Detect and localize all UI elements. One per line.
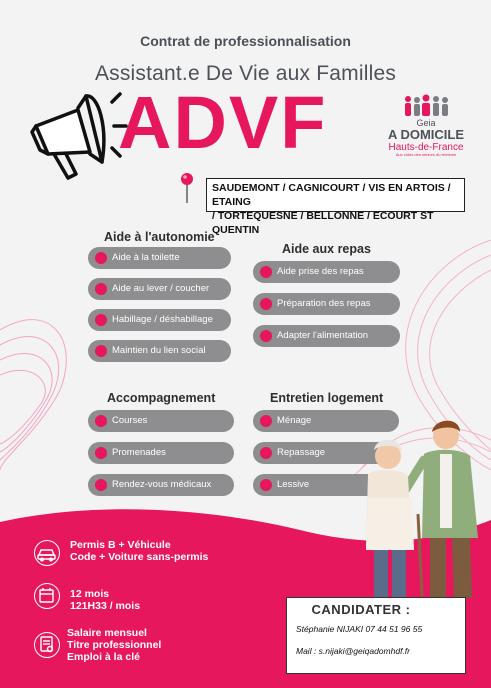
list-item: Habillage / déshabillage: [88, 309, 231, 331]
section-title-autonomie: Aide à l'autonomie: [104, 230, 215, 244]
certificate-icon: [34, 632, 60, 658]
caregiver-illustration: [360, 418, 485, 598]
advf-acronym: ADVF: [118, 81, 328, 164]
list-item: Rendez-vous médicaux: [88, 474, 234, 496]
megaphone-icon: [28, 86, 128, 182]
feature-duree: 12 mois 121H33 / mois: [70, 588, 141, 612]
locations-line-1: SAUDEMONT / CAGNICOURT / VIS EN ARTOIS / ETAING: [212, 182, 451, 208]
contact-mail[interactable]: Mail : s.nijaki@geiqadomhdf.fr: [296, 646, 410, 656]
logo-line-2: A DOMICILE: [387, 127, 465, 142]
locations-box: [206, 178, 465, 236]
geia-logo: [380, 94, 472, 157]
feature-salaire: Salaire mensuel Titre professionnel Emploi à la clé: [67, 627, 162, 663]
job-subtitle: Assistant.e De Vie aux Familles: [94, 62, 397, 85]
section-title-accompagnement: Accompagnement: [107, 391, 216, 405]
contact-phone: Stéphanie NIJAKI 07 44 51 96 55: [296, 624, 423, 634]
list-item: Aide prise des repas: [253, 261, 400, 283]
list-item: Aide à la toilette: [88, 247, 231, 269]
logo-tagline: Aux côtés des séniors du territoire: [395, 151, 457, 157]
locations-line-2: / TORTEQUESNE / BELLONNE / ECOURT ST QUENTIN: [212, 210, 434, 236]
list-item: Aide au lever / coucher: [88, 278, 231, 300]
list-item: Promenades: [88, 442, 234, 464]
section-title-entretien: Entretien logement: [270, 391, 384, 405]
section-title-repas: Aide aux repas: [282, 242, 371, 256]
list-item: Lessive: [253, 474, 399, 496]
car-icon: [34, 540, 60, 566]
list-item: Ménage: [253, 410, 399, 432]
list-item: Préparation des repas: [253, 293, 400, 315]
people-logo-icon: [399, 94, 453, 116]
calendar-icon: [34, 583, 60, 609]
list-item: Maintien du lien social: [88, 340, 231, 362]
candidater-title: CANDIDATER :: [311, 602, 411, 617]
list-item: Courses: [88, 410, 234, 432]
logo-line-1: Geia: [416, 118, 436, 128]
list-item: Adapter l'alimentation: [253, 325, 400, 347]
list-item: Repassage: [253, 442, 399, 464]
logo-line-3: Hauts-de-France: [388, 141, 464, 153]
feature-permis: Permis B + Véhicule Code + Voiture sans-permis: [70, 539, 209, 563]
map-pin-icon: [180, 172, 194, 204]
contract-title: Contrat de professionnalisation: [140, 33, 351, 49]
